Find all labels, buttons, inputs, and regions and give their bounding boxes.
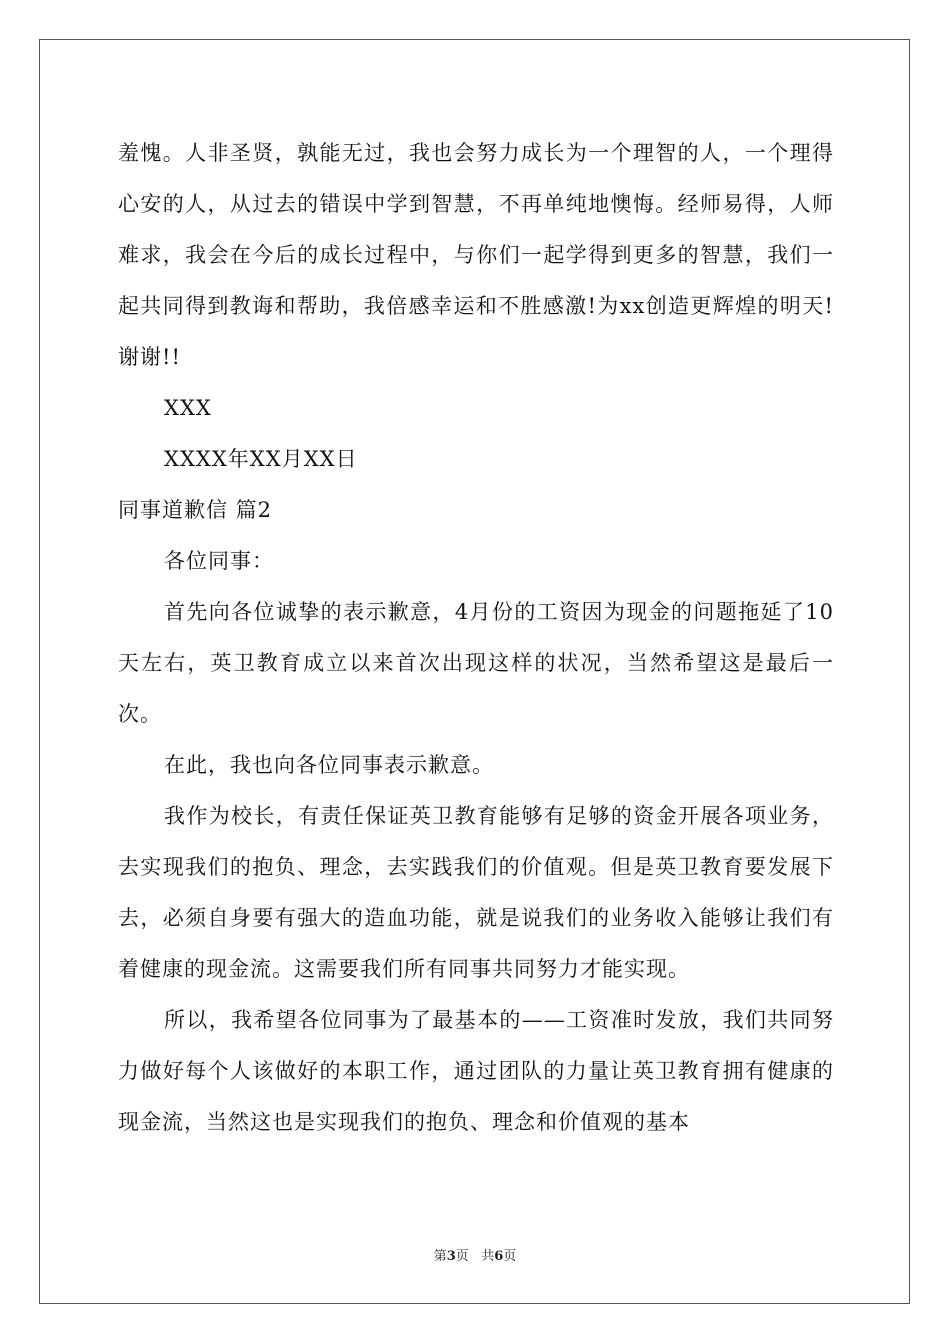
page-prefix: 第	[433, 1249, 447, 1264]
page-suffix: 页	[455, 1249, 469, 1264]
salutation: 各位同事：	[164, 549, 274, 573]
document-body	[118, 128, 834, 1148]
page-number: 3	[446, 1249, 456, 1264]
total-pages: 6	[494, 1249, 504, 1264]
total-prefix: 共	[481, 1249, 495, 1264]
signature-date: XXXX年XX月XX日	[164, 447, 358, 471]
paragraph-responsibility: 我作为校长，有责任保证英卫教育能够有足够的资金开展各项业务，去实现我们的抱负、理念，去实践我们的价值观。但是英卫教育要发展下去，必须自身要有强大的造血功能，就是说我们的业务收入能够让我们有着健康的现金流。这需要我们所有同事共同努力才能实现。	[118, 804, 834, 981]
signature-name: XXX	[164, 396, 212, 420]
section-heading: 同事道歉信 篇2	[118, 498, 273, 522]
paragraph-appeal: 所以，我希望各位同事为了最基本的——工资准时发放，我们共同努力做好每个人该做好的本职工作，通过团队的力量让英卫教育拥有健康的现金流，当然这也是实现我们的抱负、理念和价值观的基本	[118, 1008, 834, 1134]
paragraph-apology: 首先向各位诚挚的表示歉意，4月份的工资因为现金的问题拖延了10天左右，英卫教育成立以来首次出现这样的状况，当然希望这是最后一次。	[118, 600, 834, 726]
paragraph-regret: 在此，我也向各位同事表示歉意。	[164, 753, 494, 777]
page-footer	[0, 1245, 950, 1264]
paragraph-closing: 羞愧。人非圣贤，孰能无过，我也会努力成长为一个理智的人，一个理得心安的人，从过去的错误中学到智慧，不再单纯地懊悔。经师易得，人师难求，我会在今后的成长过程中，与你们一起学得到更多的智慧，我们一起共同得到教诲和帮助，我倍感幸运和不胜感激!为xx创造更辉煌的明天!谢谢!!	[118, 141, 834, 369]
total-suffix: 页	[503, 1249, 517, 1264]
